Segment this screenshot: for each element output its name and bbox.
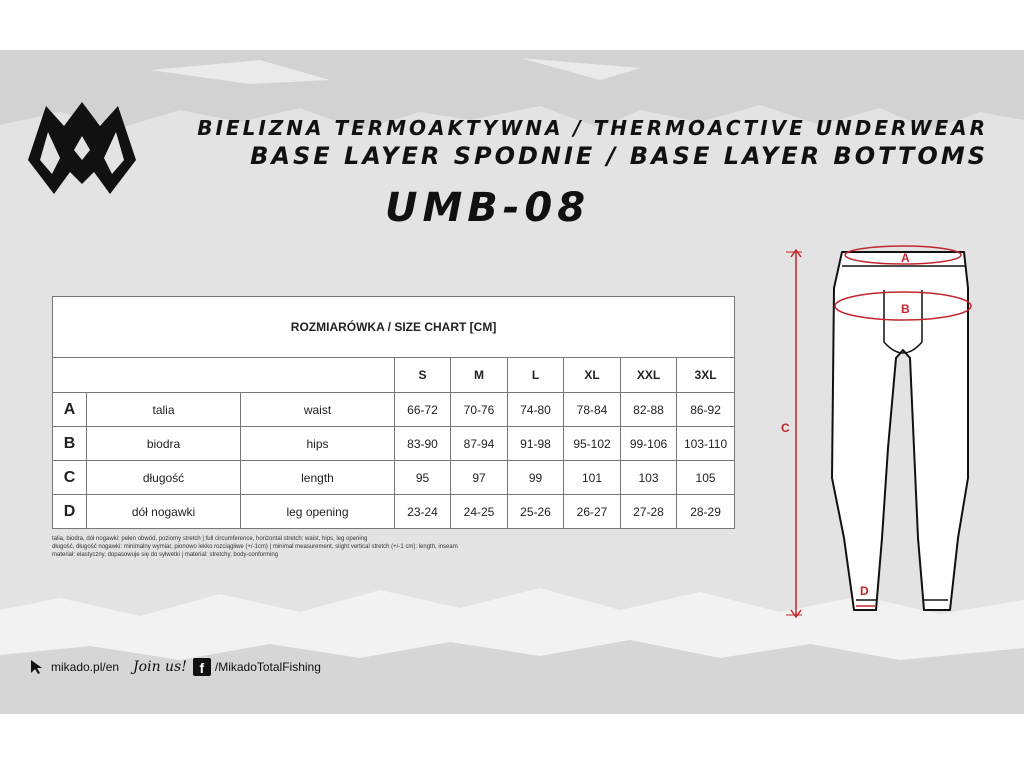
size-value: 87-94 xyxy=(451,427,508,461)
size-value: 25-26 xyxy=(508,495,564,529)
size-value: 95 xyxy=(395,461,451,495)
row-label-pl: talia xyxy=(87,393,241,427)
note-line: materiał: elastyczny, dopasowuje się do sylwetki | material: stretchy, body-conforming xyxy=(52,552,279,558)
size-header: L xyxy=(508,358,564,393)
size-header: XL xyxy=(564,358,621,393)
size-header: 3XL xyxy=(677,358,735,393)
row-label-en: length xyxy=(241,461,395,495)
size-value: 74-80 xyxy=(508,393,564,427)
row-label-en: leg opening xyxy=(241,495,395,529)
row-label-pl: długość xyxy=(87,461,241,495)
table-row-leg-opening xyxy=(53,495,735,529)
size-header: XXL xyxy=(621,358,677,393)
row-label-en: waist xyxy=(241,393,395,427)
join-us-text: Join us! xyxy=(133,659,187,675)
model-code: UMB-08 xyxy=(385,185,591,231)
size-value: 105 xyxy=(677,461,735,495)
label-d: D xyxy=(860,584,869,598)
facebook-link[interactable]: /MikadoTotalFishing xyxy=(214,660,321,674)
size-value: 86-92 xyxy=(677,393,735,427)
size-value: 78-84 xyxy=(564,393,621,427)
size-value: 83-90 xyxy=(395,427,451,461)
size-value: 97 xyxy=(451,461,508,495)
size-value: 103-110 xyxy=(677,427,735,461)
header-blank-cell xyxy=(53,358,395,393)
row-label-pl: dół nogawki xyxy=(87,495,241,529)
note-line: talia, biodra, dół nogawki: pełen obwód, poziomy stretch | full circumference, horizontal stretch: waist, hips, leg opening xyxy=(52,536,368,542)
row-letter: B xyxy=(53,427,87,461)
size-value: 101 xyxy=(564,461,621,495)
size-chart-title: ROZMIARÓWKA / SIZE CHART [CM] xyxy=(53,297,735,358)
label-b: B xyxy=(901,302,910,316)
row-label-pl: biodra xyxy=(87,427,241,461)
cursor-icon xyxy=(30,659,46,675)
label-c: C xyxy=(781,421,790,435)
size-header: M xyxy=(451,358,508,393)
size-chart-table xyxy=(52,296,735,529)
size-value: 27-28 xyxy=(621,495,677,529)
leggings-outline xyxy=(832,252,968,610)
size-notes xyxy=(52,535,458,559)
size-value: 26-27 xyxy=(564,495,621,529)
size-value: 99-106 xyxy=(621,427,677,461)
row-letter: D xyxy=(53,495,87,529)
footer xyxy=(30,654,321,680)
site-link[interactable]: mikado.pl/en xyxy=(51,660,120,674)
size-value: 70-76 xyxy=(451,393,508,427)
row-letter: C xyxy=(53,461,87,495)
size-value: 23-24 xyxy=(395,495,451,529)
size-value: 28-29 xyxy=(677,495,735,529)
size-value: 91-98 xyxy=(508,427,564,461)
table-row-waist xyxy=(53,393,735,427)
mikado-logo-icon xyxy=(28,102,136,194)
size-value: 82-88 xyxy=(621,393,677,427)
size-value: 103 xyxy=(621,461,677,495)
leggings-diagram xyxy=(772,238,1012,628)
size-value: 99 xyxy=(508,461,564,495)
size-value: 24-25 xyxy=(451,495,508,529)
note-line: długość, długość nogawki: minimalny wymiar, pionowo lekko rozciągliwe (+/-1cm) | minimal measurement, slight vertical stretch (+/-1 cm): length, inseam xyxy=(52,544,458,550)
size-value: 66-72 xyxy=(395,393,451,427)
row-letter: A xyxy=(53,393,87,427)
table-row-length xyxy=(53,461,735,495)
facebook-icon[interactable]: f xyxy=(193,658,211,676)
size-header-row xyxy=(53,358,735,393)
header-line-1: BIELIZNA TERMOAKTYWNA / THERMOACTIVE UNDERWEAR xyxy=(197,116,988,140)
size-value: 95-102 xyxy=(564,427,621,461)
label-a: A xyxy=(901,251,910,265)
size-header: S xyxy=(395,358,451,393)
row-label-en: hips xyxy=(241,427,395,461)
header-line-2: BASE LAYER SPODNIE / BASE LAYER BOTTOMS xyxy=(250,142,988,170)
table-row-hips xyxy=(53,427,735,461)
